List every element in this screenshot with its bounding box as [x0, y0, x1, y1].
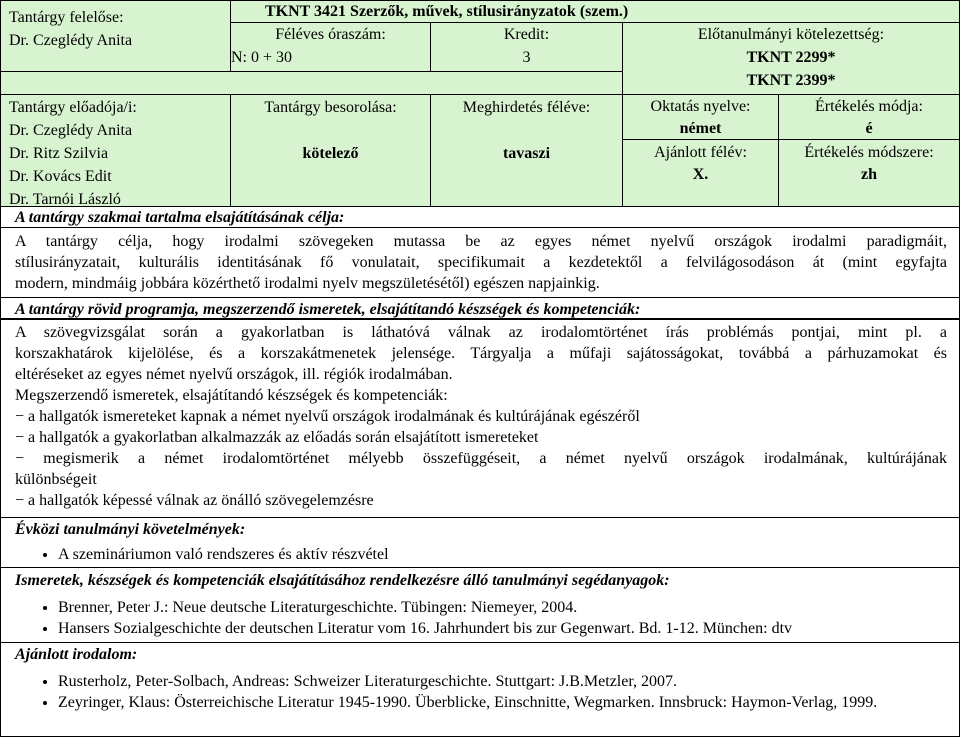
recommended-list	[15, 671, 933, 713]
credit-label: Kredit:	[503, 26, 550, 43]
semester-cell	[431, 95, 623, 207]
language-label: Oktatás nyelve:	[650, 98, 751, 115]
list-item: • Zeyringer, Klaus: Österreichische Literatur 1945-1990. Überblicke, Einschnitte, Wegmarken. Innsbruck: Haymon-Verlag, 1999.	[58, 692, 933, 713]
hours-label: Féléves óraszám:	[275, 26, 386, 43]
list-item: • Brenner, Peter J.: Neue deutsche Literaturgeschichte. Tübingen: Niemeyer, 2004.	[58, 597, 959, 618]
materials-list	[15, 597, 959, 639]
program-line-4: Megszerzendő ismeretek, elsajátítandó készségek és kompetenciák:	[15, 387, 448, 404]
program-line-5: − a hallgatók ismereteket kapnak a német nyelvű országok irodalmának és kultúrájának egészéről	[15, 408, 640, 425]
lecturer-2: Dr. Ritz Szilvia	[9, 145, 109, 162]
program-line-9: − a hallgatók képessé válnak az önálló szövegelemzésre	[15, 492, 374, 509]
blank-cell	[1, 72, 623, 95]
responsible-cell	[1, 1, 231, 72]
credit-cell	[431, 23, 623, 72]
lecturers-label: Tantárgy előadója/i:	[9, 99, 137, 116]
eval-mode-value: é	[865, 120, 873, 137]
semester-label: Meghirdetés féléve:	[462, 99, 591, 116]
program-line-8: különbségeit	[15, 471, 97, 488]
list-item: • Hansers Sozialgeschichte der deutschen Literatur vom 16. Jahrhundert bis zur Gegenwart. Bd. 1-12. München: dtv	[58, 618, 959, 639]
eval-method-cell	[779, 140, 959, 207]
prereq-value-1: TKNT 2299*	[746, 49, 836, 66]
prereq-label: Előtanulmányi kötelezettség:	[697, 26, 885, 43]
requirements-heading: Évközi tanulmányi követelmények:	[15, 521, 246, 538]
materials-heading: Ismeretek, készségek és kompetenciák elsajátításához rendelkezésre álló tanulmányi segédanyagok:	[15, 572, 670, 589]
recommended-section	[1, 643, 959, 736]
course-title-text: TKNT 3421 Szerzők, művek, stílusirányzatok (szem.)	[265, 3, 629, 20]
goal-line-3: modern, mindmáig jobbára közérthető irodalmi nyelv megszületésétől) egészen napjainkig.	[15, 275, 600, 292]
eval-mode-label: Értékelés módja:	[815, 98, 923, 115]
eval-mode-cell	[779, 95, 959, 140]
program-line-2: korszakhatárok kijelölése, és a korszakátmenetek jelensége. Tárgyalja a műfaji sajátosságokat, továbbá a párhuzamokat és	[15, 345, 947, 362]
goal-section	[1, 207, 959, 228]
hours-value: N: 0 + 30	[231, 49, 293, 66]
course-title	[231, 1, 959, 23]
recommended-heading: Ajánlott irodalom:	[15, 646, 138, 663]
hours-cell	[231, 23, 431, 72]
requirements-list	[15, 544, 959, 565]
list-item: • A szemináriumon való rendszeres és aktív részvétel	[58, 544, 959, 565]
responsible-label: Tantárgy felelőse:	[9, 9, 124, 26]
program-heading-cell	[1, 297, 959, 320]
program-line-6: − a hallgatók a gyakorlatban alkalmazzák az előadás során elsajátított ismereteket	[15, 429, 539, 446]
lecturer-4: Dr. Tarnói László	[9, 191, 121, 208]
language-cell	[623, 95, 779, 140]
lecturer-1: Dr. Czeglédy Anita	[9, 122, 133, 139]
classification-label: Tantárgy besorolása:	[264, 99, 397, 116]
recommended-semester-label: Ajánlott félév:	[654, 144, 747, 161]
prereq-cell	[623, 23, 959, 95]
classification-value: kötelező	[302, 145, 359, 162]
goal-heading: A tantárgy szakmai tartalma elsajátításának célja:	[15, 209, 345, 226]
lecturer-3: Dr. Kovács Edit	[9, 168, 112, 185]
eval-method-value: zh	[861, 166, 877, 183]
program-heading: A tantárgy rövid programja, megszerzendő ismeretek, elsajátítandó készségek és kompetenciák:	[15, 301, 641, 318]
recommended-semester-cell	[623, 140, 779, 207]
prereq-value-2: TKNT 2399*	[746, 72, 836, 89]
goal-line-2: stílusirányzatait, kulturális identitásának fő vonulatait, specifikumait a kezdetektől a felvilágosodáson át (mint egyfajta	[15, 254, 947, 271]
semester-value: tavaszi	[502, 145, 551, 162]
list-item: • Rusterholz, Peter-Solbach, Andreas: Schweizer Literaturgeschichte. Stuttgart: J.B.Metzler, 2007.	[58, 671, 933, 692]
program-line-3: eltéréseket az egyes német nyelvű országok, ill. régiók irodalmában.	[15, 366, 453, 383]
lecturers-cell	[1, 95, 231, 207]
program-body	[1, 320, 959, 518]
responsible-name: Dr. Czeglédy Anita	[9, 32, 133, 49]
goal-line-1: A tantárgy célja, hogy irodalmi szövegeken mutassa be az egyes német nyelvű országok irodalmi paradigmáit,	[15, 233, 947, 250]
eval-method-label: Értékelés módszere:	[804, 144, 934, 161]
program-line-1: A szövegvizsgálat során a gyakorlatban is láthatóvá válnak az irodalomtörténet írás problémás pontjai, mint pl. a	[15, 324, 947, 341]
requirements-section	[1, 518, 959, 568]
credit-value: 3	[522, 49, 531, 66]
program-line-7: − megismerik a német irodalomtörténet mélyebb összefüggéseit, a német nyelvű országok irodalmának, kultúrájának	[15, 450, 947, 467]
recommended-semester-value: X.	[692, 166, 709, 183]
language-value: német	[679, 120, 722, 137]
materials-section	[1, 568, 959, 643]
classification-cell	[231, 95, 431, 207]
